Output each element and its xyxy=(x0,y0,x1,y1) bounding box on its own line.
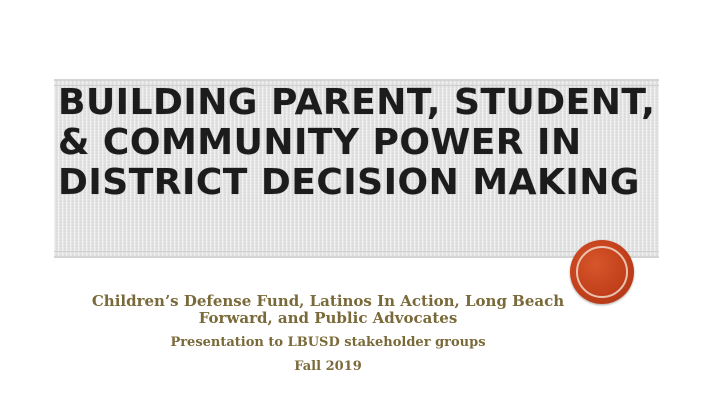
title-band-bottom-rule xyxy=(54,251,659,252)
subtitle-date: Fall 2019 xyxy=(294,359,362,374)
badge-ring xyxy=(576,246,628,298)
slide-title xyxy=(58,82,656,203)
slide-subtitle xyxy=(60,293,596,375)
title-line-2: & COMMUNITY POWER IN xyxy=(58,122,582,163)
title-line-1: BUILDING PARENT, STUDENT, xyxy=(58,82,656,123)
title-line-3: DISTRICT DECISION MAKING xyxy=(58,162,640,203)
title-band xyxy=(54,79,659,258)
subtitle-presentation: Presentation to LBUSD stakeholder groups xyxy=(170,335,486,350)
subtitle-organizations: Children’s Defense Fund, Latinos In Action, Long Beach Forward, and Public Advocates xyxy=(91,292,565,327)
